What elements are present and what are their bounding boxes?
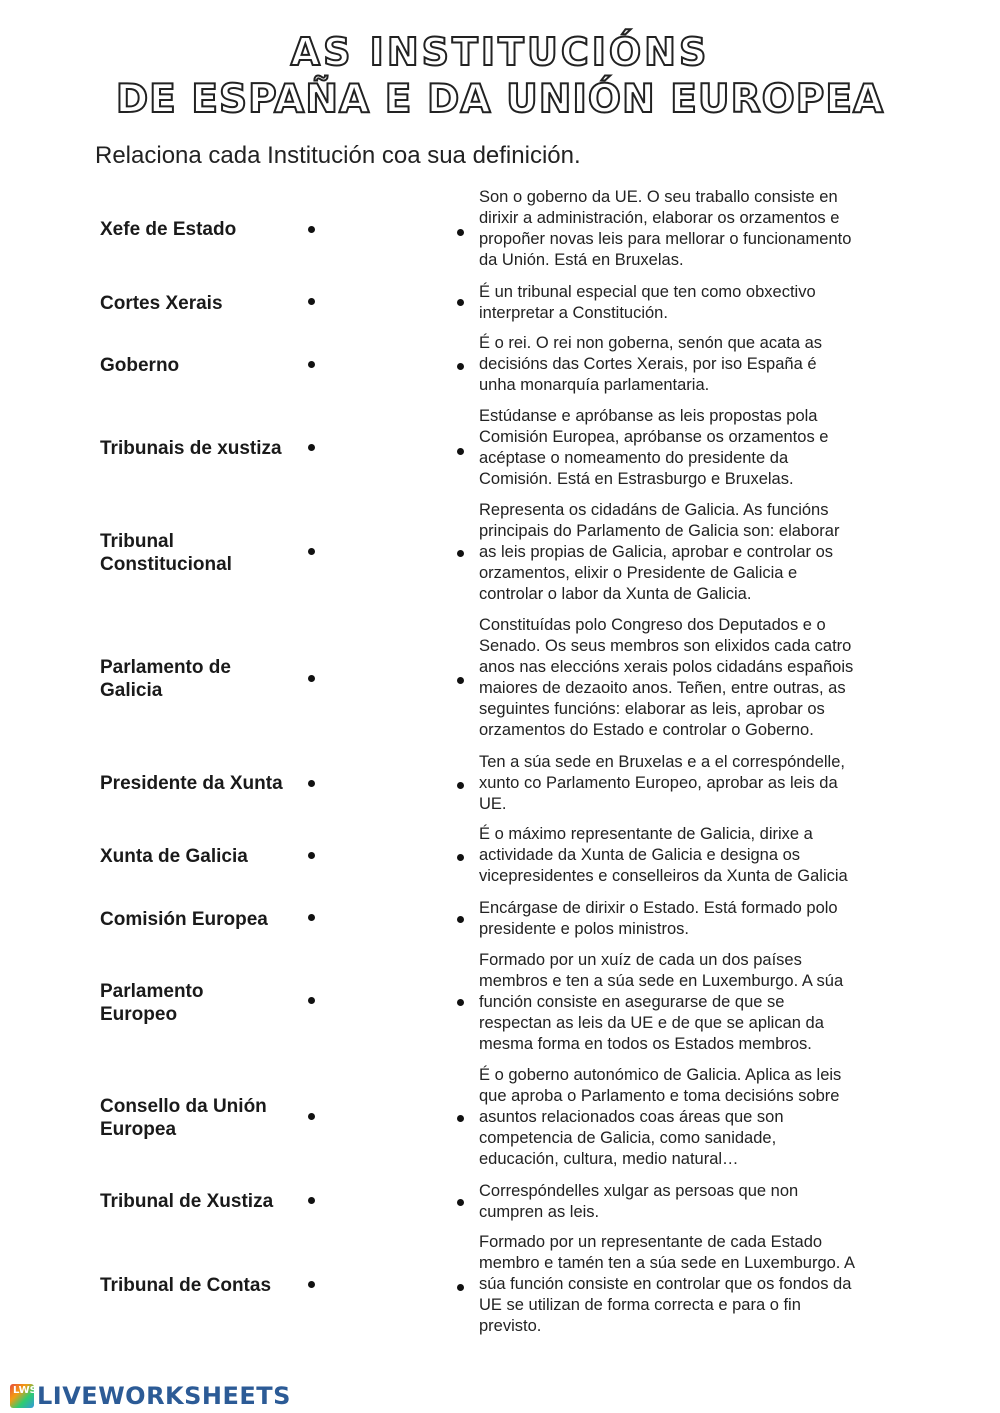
definition-line: Comisión Europea, apróbanse os orzamentos e xyxy=(479,428,829,446)
definition-line: UE. xyxy=(479,795,507,813)
definition-item xyxy=(479,1232,919,1337)
definition-item xyxy=(479,898,919,940)
definition-line: Estúdanse e apróbanse as leis propostas pola xyxy=(479,407,818,425)
definition-line: cumpren as leis. xyxy=(479,1203,600,1221)
term-connector-dot[interactable] xyxy=(308,1113,315,1120)
definition-line: controlar o labor da Xunta de Galicia. xyxy=(479,585,752,603)
definition-line: función consiste en asegurarse de que se xyxy=(479,993,785,1011)
liveworksheets-logo[interactable] xyxy=(10,1383,291,1409)
definition-connector-dot[interactable] xyxy=(457,677,464,684)
term-connector-dot[interactable] xyxy=(308,548,315,555)
definition-line: Comisión. Está en Estrasburgo e Bruxelas. xyxy=(479,470,794,488)
definition-line: orzamentos do Estado e controlar o Goberno. xyxy=(479,721,814,739)
term-line: Parlamento xyxy=(100,981,204,1002)
term-line: Galicia xyxy=(100,680,163,701)
definition-line: da Unión. Está en Bruxelas. xyxy=(479,251,684,269)
definition-connector-dot[interactable] xyxy=(457,363,464,370)
term-line: Tribunal xyxy=(100,531,174,552)
definition-line: asuntos relacionados coas áreas que son xyxy=(479,1108,784,1126)
definition-line: propoñer novas leis para mellorar o funcionamento xyxy=(479,230,852,248)
title-line-2: DE ESPAÑA E DA UNIÓN EUROPEA xyxy=(115,77,885,122)
definition-line: súa función consiste en controlar que os fondos da xyxy=(479,1275,852,1293)
term-line: Cortes Xerais xyxy=(100,293,223,314)
term-connector-dot[interactable] xyxy=(308,997,315,1004)
term-item xyxy=(100,845,300,868)
definition-line: actividade da Xunta de Galicia e designa os xyxy=(479,846,801,864)
definition-line: presidente e polos ministros. xyxy=(479,920,690,938)
term-line: Xunta de Galicia xyxy=(100,846,248,867)
term-connector-dot[interactable] xyxy=(308,361,315,368)
definition-connector-dot[interactable] xyxy=(457,299,464,306)
definition-connector-dot[interactable] xyxy=(457,999,464,1006)
term-item xyxy=(100,980,300,1026)
definition-connector-dot[interactable] xyxy=(457,782,464,789)
badge-text: LWS xyxy=(13,1385,37,1396)
title-line-1: AS INSTITUCIÓNS xyxy=(290,30,710,74)
definition-line: UE se utilizan de forma correcta e para o fin xyxy=(479,1296,801,1314)
term-item xyxy=(100,437,300,460)
definition-line: Correspóndelles xulgar as persoas que non xyxy=(479,1182,799,1200)
definition-line: Encárgase de dirixir o Estado. Está formado polo xyxy=(479,899,838,917)
definition-line: dirixir a administración, elaborar os orzamentos e xyxy=(479,209,840,227)
term-connector-dot[interactable] xyxy=(308,675,315,682)
term-item xyxy=(100,656,300,702)
definition-line: interpretar a Constitución. xyxy=(479,304,668,322)
definition-line: Formado por un representante de cada Estado xyxy=(479,1233,823,1251)
definition-connector-dot[interactable] xyxy=(457,854,464,861)
definition-item xyxy=(479,406,919,490)
term-line: Consello da Unión xyxy=(100,1096,267,1117)
definition-item xyxy=(479,615,919,741)
definition-connector-dot[interactable] xyxy=(457,448,464,455)
definition-item xyxy=(479,282,919,324)
definition-line: É o rei. O rei non goberna, senón que acata as xyxy=(479,334,823,352)
term-line: Tribunal de Contas xyxy=(100,1275,272,1296)
term-line: Europeo xyxy=(100,1004,178,1025)
definition-line: É o goberno autonómico de Galicia. Aplica as leis xyxy=(479,1066,842,1084)
definition-line: respectan as leis da UE e de que se aplican da xyxy=(479,1014,824,1032)
term-line: Europea xyxy=(100,1119,177,1140)
definition-line: orzamentos, elixir o Presidente de Galicia e xyxy=(479,564,798,582)
term-item xyxy=(100,218,300,241)
definition-item xyxy=(479,333,919,396)
definition-line: Constituídas polo Congreso dos Deputados e o xyxy=(479,616,826,634)
definition-connector-dot[interactable] xyxy=(457,1199,464,1206)
definition-line: Son o goberno da UE. O seu traballo consiste en xyxy=(479,188,838,206)
definition-line: seguintes funcións: elaborar as leis, aprobar os xyxy=(479,700,825,718)
definition-line: competencia de Galicia, como sanidade, xyxy=(479,1129,777,1147)
definition-item xyxy=(479,500,919,605)
definition-line: decisións das Cortes Xerais, por iso España é xyxy=(479,355,817,373)
definition-item xyxy=(479,824,919,887)
definition-connector-dot[interactable] xyxy=(457,916,464,923)
term-item xyxy=(100,354,300,377)
term-item xyxy=(100,530,300,576)
term-line: Constitucional xyxy=(100,554,232,575)
definition-line: Representa os cidadáns de Galicia. As funcións xyxy=(479,501,829,519)
definition-line: Ten a súa sede en Bruxelas e a el correspóndelle, xyxy=(479,753,845,771)
definition-line: que aproba o Parlamento e toma decisións sobre xyxy=(479,1087,840,1105)
instructions: Relaciona cada Institución coa sua definición. xyxy=(95,142,581,169)
definition-line: xunto co Parlamento Europeo, aprobar as leis da xyxy=(479,774,838,792)
term-item xyxy=(100,1095,300,1141)
definition-line: anos nas eleccións xerais polos cidadáns españois xyxy=(479,658,854,676)
term-item xyxy=(100,908,300,931)
definition-line: membro e tamén ten a súa sede en Luxemburgo. A xyxy=(479,1254,856,1272)
term-item xyxy=(100,1190,300,1213)
term-connector-dot[interactable] xyxy=(308,444,315,451)
term-connector-dot[interactable] xyxy=(308,1281,315,1288)
definition-line: É un tribunal especial que ten como obxectivo xyxy=(479,283,816,301)
term-connector-dot[interactable] xyxy=(308,780,315,787)
definition-connector-dot[interactable] xyxy=(457,1115,464,1122)
term-line: Xefe de Estado xyxy=(100,219,237,240)
definition-item xyxy=(479,1065,919,1170)
definition-line: É o máximo representante de Galicia, dirixe a xyxy=(479,825,813,843)
definition-line: membros e ten a súa sede en Luxemburgo. A súa xyxy=(479,972,844,990)
definition-item xyxy=(479,187,919,271)
term-line: Tribunais de xustiza xyxy=(100,438,282,459)
term-connector-dot[interactable] xyxy=(308,226,315,233)
definition-item xyxy=(479,752,919,815)
definition-line: Formado por un xuíz de cada un dos países xyxy=(479,951,802,969)
term-connector-dot[interactable] xyxy=(308,852,315,859)
term-line: Parlamento de xyxy=(100,657,231,678)
definition-connector-dot[interactable] xyxy=(457,1284,464,1291)
definition-line: mesma forma en todos os Estados membros. xyxy=(479,1035,812,1053)
term-connector-dot[interactable] xyxy=(308,298,315,305)
definition-item xyxy=(479,1181,919,1223)
definition-line: educación, cultura, medio natural… xyxy=(479,1150,739,1168)
definition-line: unha monarquía parlamentaria. xyxy=(479,376,710,394)
definition-line: as leis propias de Galicia, aprobar e controlar os xyxy=(479,543,834,561)
term-line: Tribunal de Xustiza xyxy=(100,1191,274,1212)
definition-line: acéptase o nomeamento do presidente da xyxy=(479,449,789,467)
definition-line: maiores de dezaoito anos. Teñen, entre outras, as xyxy=(479,679,846,697)
term-item xyxy=(100,772,300,795)
definition-connector-dot[interactable] xyxy=(457,229,464,236)
logo-text: LIVEWORKSHEETS xyxy=(37,1382,291,1410)
term-item xyxy=(100,1274,300,1297)
definition-connector-dot[interactable] xyxy=(457,550,464,557)
term-line: Presidente da Xunta xyxy=(100,773,283,794)
term-line: Comisión Europea xyxy=(100,909,268,930)
definition-line: previsto. xyxy=(479,1317,542,1335)
definition-item xyxy=(479,950,919,1055)
definition-line: Senado. Os seus membros son elixidos cada catro xyxy=(479,637,852,655)
term-item xyxy=(100,292,300,315)
term-connector-dot[interactable] xyxy=(308,914,315,921)
term-connector-dot[interactable] xyxy=(308,1197,315,1204)
liveworksheets-badge-icon xyxy=(10,1384,37,1408)
term-line: Goberno xyxy=(100,355,180,376)
definition-line: principais do Parlamento de Galicia son: elaborar xyxy=(479,522,840,540)
definition-line: vicepresidentes e conselleiros da Xunta de Galicia xyxy=(479,867,848,885)
